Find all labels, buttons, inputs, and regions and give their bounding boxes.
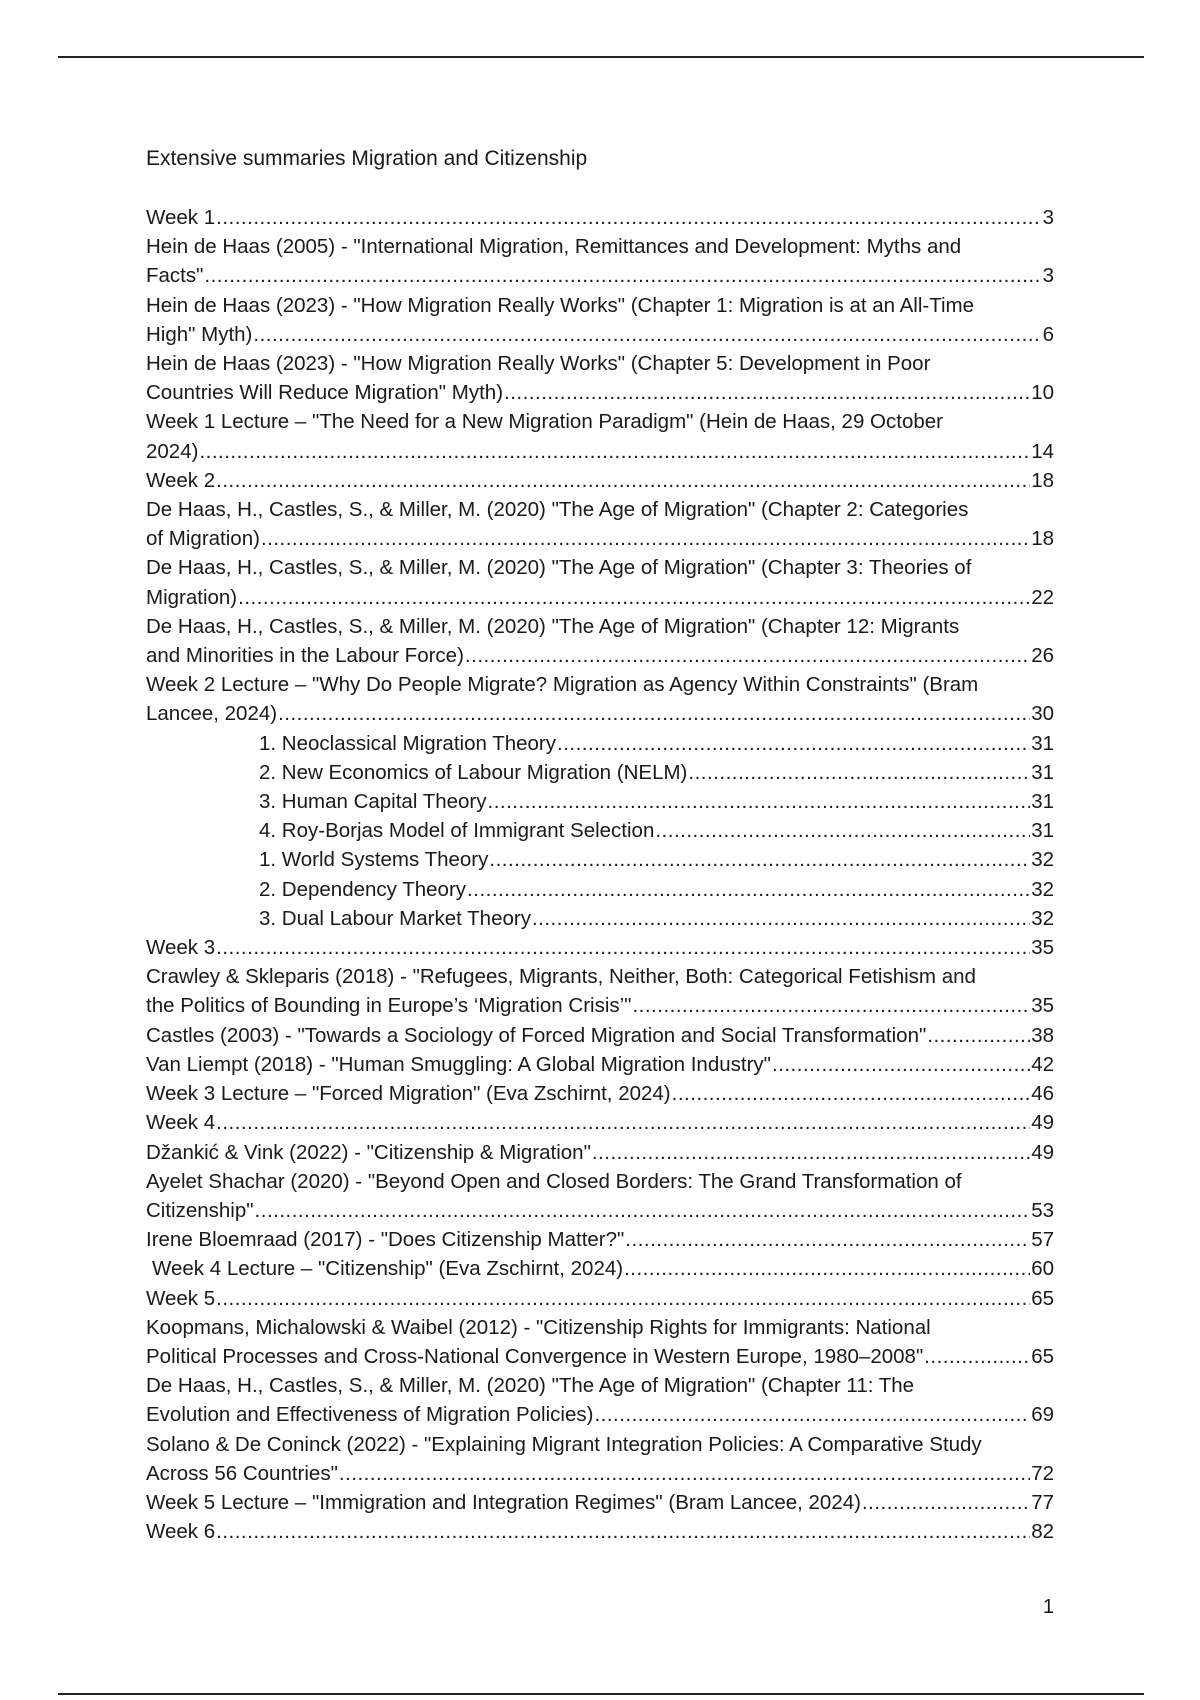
dot-leader — [278, 699, 1030, 728]
dot-leader — [532, 904, 1030, 933]
page-number: 1 — [1042, 1596, 1054, 1618]
dot-leader — [672, 1079, 1031, 1108]
toc-page-number: 3 — [1042, 206, 1054, 229]
toc-entry[interactable] — [146, 670, 1054, 728]
toc-entry[interactable] — [146, 407, 1054, 465]
dot-leader — [255, 1196, 1031, 1225]
toc-entry-text: Džankić & Vink (2022) - "Citizenship & Migration" — [146, 1140, 591, 1164]
toc-subentry[interactable] — [146, 904, 1054, 933]
toc-page-number: 3 — [1042, 264, 1054, 288]
toc-page-number: 32 — [1031, 848, 1054, 872]
dot-leader — [339, 1459, 1030, 1488]
toc-entry-text: Week 2 — [146, 468, 216, 492]
toc-entry-text-line1: Hein de Haas (2005) - "International Migration, Remittances and Development: Myths and — [146, 235, 962, 259]
toc-entry-text: Week 5 — [146, 1286, 216, 1310]
toc-page-number: 46 — [1031, 1082, 1054, 1106]
toc-entry-text: of Migration) — [146, 527, 260, 551]
toc-entry-text: Countries Will Reduce Migration" Myth) — [146, 381, 504, 405]
toc-entry[interactable] — [146, 553, 1054, 611]
dot-leader — [632, 991, 1030, 1020]
toc-entry-text-line1: Solano & De Coninck (2022) - "Explaining Migrant Integration Policies: A Comparative Study — [146, 1432, 982, 1456]
toc-entry-text: Van Liempt (2018) - "Human Smuggling: A Global Migration Industry" — [146, 1052, 771, 1076]
toc-entry-text: 3. Dual Labour Market Theory — [259, 906, 531, 930]
toc-entry-text: 2024) — [146, 439, 199, 463]
toc-entry[interactable] — [146, 1079, 1054, 1108]
toc-page-number: 42 — [1031, 1052, 1054, 1076]
toc-entry-text: Lancee, 2024) — [146, 702, 278, 726]
toc-page-number: 69 — [1031, 1403, 1054, 1427]
toc-entry[interactable] — [146, 1254, 1054, 1283]
toc-entry-text-line1: Hein de Haas (2023) - "How Migration Really Works" (Chapter 1: Migration is at an All-Time — [146, 293, 975, 317]
toc-entry-text: Week 5 Lecture – "Immigration and Integration Regimes" (Bram Lancee, 2024) — [146, 1490, 861, 1514]
dot-leader — [488, 787, 1031, 816]
toc-entry-week-1[interactable] — [146, 203, 1054, 232]
toc-entry-text: the Politics of Bounding in Europe’s ‘Migration Crisis’" — [146, 994, 632, 1018]
bottom-rule — [58, 1693, 1144, 1695]
toc-entry-text-line1: Ayelet Shachar (2020) - "Beyond Open and Closed Borders: The Grand Transformation of — [146, 1169, 962, 1193]
toc-page-number: 32 — [1031, 906, 1054, 930]
dot-leader — [624, 1254, 1030, 1283]
toc-entry-text-line1: Hein de Haas (2023) - "How Migration Really Works" (Chapter 5: Development in Poor — [146, 352, 931, 376]
toc-entry-text: and Minorities in the Labour Force) — [146, 644, 464, 668]
dot-leader — [216, 1517, 1030, 1546]
toc-entry[interactable] — [146, 1488, 1054, 1517]
toc-entry-text-line1: De Haas, H., Castles, S., & Miller, M. (2020) "The Age of Migration" (Chapter 3: Theories of — [146, 556, 972, 580]
toc-entry-week-6[interactable] — [146, 1517, 1054, 1546]
toc-entry-text: Week 3 — [146, 936, 216, 960]
toc-entry[interactable] — [146, 1225, 1054, 1254]
toc-entry-text: 1. Neoclassical Migration Theory — [259, 731, 556, 755]
dot-leader — [688, 758, 1030, 787]
dot-leader — [199, 437, 1030, 466]
dot-leader — [204, 261, 1041, 290]
toc-entry-text: Week 3 Lecture – "Forced Migration" (Eva Zschirnt, 2024) — [146, 1082, 671, 1106]
dot-leader — [772, 1050, 1030, 1079]
toc-page-number: 26 — [1031, 644, 1054, 668]
toc-entry-text: Political Processes and Cross-National Convergence in Western Europe, 1980–2008" — [146, 1344, 924, 1368]
dot-leader — [594, 1400, 1030, 1429]
toc-page-number: 65 — [1031, 1344, 1054, 1368]
toc-subentry[interactable] — [146, 787, 1054, 816]
toc-page-number: 14 — [1031, 439, 1054, 463]
toc-entry-text-line1: De Haas, H., Castles, S., & Miller, M. (2020) "The Age of Migration" (Chapter 11: The — [146, 1374, 915, 1398]
toc-page-number: 53 — [1031, 1198, 1054, 1222]
dot-leader — [216, 203, 1041, 232]
toc-entry-text: 2. Dependency Theory — [259, 877, 467, 901]
toc-page-number: 35 — [1031, 994, 1054, 1018]
dot-leader — [862, 1488, 1030, 1517]
top-rule — [58, 56, 1144, 58]
dot-leader — [489, 845, 1030, 874]
toc-page-number: 72 — [1031, 1461, 1054, 1485]
dot-leader — [465, 641, 1030, 670]
toc-entry-text: Week 4 — [146, 1111, 216, 1135]
dot-leader — [216, 466, 1030, 495]
dot-leader — [924, 1342, 1030, 1371]
toc-entry-text: 2. New Economics of Labour Migration (NELM) — [259, 760, 688, 784]
toc-entry-text: Week 4 Lecture – "Citizenship" (Eva Zschirnt, 2024) — [152, 1257, 624, 1281]
toc-page-number: 60 — [1031, 1257, 1054, 1281]
toc-page-number: 18 — [1031, 468, 1054, 492]
toc-entry-text-line1: Koopmans, Michalowski & Waibel (2012) - "Citizenship Rights for Immigrants: National — [146, 1315, 931, 1339]
toc-page-number: 31 — [1031, 731, 1054, 755]
toc-page-number: 65 — [1031, 1286, 1054, 1310]
toc-entry-week-4[interactable] — [146, 1108, 1054, 1137]
toc-entry-text: Evolution and Effectiveness of Migration Policies) — [146, 1403, 594, 1427]
toc-entry-week-2[interactable] — [146, 466, 1054, 495]
toc-page-number: 10 — [1031, 381, 1054, 405]
dot-leader — [238, 583, 1030, 612]
toc-entry-text: High" Myth) — [146, 322, 253, 346]
toc-page-number: 31 — [1031, 760, 1054, 784]
toc-entry-text-line1: Crawley & Skleparis (2018) - "Refugees, Migrants, Neither, Both: Categorical Fetishism and — [146, 965, 976, 989]
toc-entry[interactable] — [146, 232, 1054, 290]
document-title: Extensive summaries Migration and Citizenship — [146, 147, 588, 170]
dot-leader — [261, 524, 1030, 553]
toc-entry-text: Migration) — [146, 585, 238, 609]
toc-page-number: 38 — [1031, 1023, 1054, 1047]
dot-leader — [216, 1108, 1030, 1137]
toc-entry[interactable] — [146, 1021, 1054, 1050]
dot-leader — [216, 933, 1030, 962]
toc-entry-text: 4. Roy-Borjas Model of Immigrant Selection — [259, 819, 655, 843]
toc-entry[interactable] — [146, 1167, 1054, 1225]
dot-leader — [557, 729, 1030, 758]
dot-leader — [625, 1225, 1030, 1254]
toc-page-number: 32 — [1031, 877, 1054, 901]
toc-page-number: 49 — [1031, 1111, 1054, 1135]
toc-entry-text: Citizenship" — [146, 1198, 254, 1222]
toc-page-number: 82 — [1031, 1520, 1054, 1544]
toc-entry-text: Week 6 — [146, 1520, 216, 1544]
toc-page-number: 22 — [1031, 585, 1054, 609]
dot-leader — [253, 320, 1041, 349]
toc-entry-week-5[interactable] — [146, 1284, 1054, 1313]
toc-entry[interactable] — [146, 612, 1054, 670]
dot-leader — [467, 875, 1030, 904]
toc-subentry[interactable] — [146, 758, 1054, 787]
table-of-contents — [146, 203, 1054, 1546]
toc-entry[interactable] — [146, 1430, 1054, 1488]
dot-leader — [504, 378, 1030, 407]
dot-leader — [927, 1021, 1030, 1050]
toc-entry-text: Irene Bloemraad (2017) - "Does Citizenship Matter?" — [146, 1228, 625, 1252]
toc-subentry[interactable] — [146, 816, 1054, 845]
toc-entry-text-line1: De Haas, H., Castles, S., & Miller, M. (2020) "The Age of Migration" (Chapter 12: Migrants — [146, 614, 960, 638]
toc-entry-text-line1: Week 1 Lecture – "The Need for a New Migration Paradigm" (Hein de Haas, 29 October — [146, 410, 943, 434]
toc-entry-text: 1. World Systems Theory — [259, 848, 489, 872]
toc-entry-text: Facts" — [146, 264, 204, 288]
toc-entry-text: 3. Human Capital Theory — [259, 790, 487, 814]
toc-entry-text-line1: De Haas, H., Castles, S., & Miller, M. (2020) "The Age of Migration" (Chapter 2: Categories — [146, 498, 969, 522]
toc-entry-text-line1: Week 2 Lecture – "Why Do People Migrate? Migration as Agency Within Constraints" (Bram — [146, 673, 979, 697]
dot-leader — [216, 1284, 1030, 1313]
toc-entry-week-3[interactable] — [146, 933, 1054, 962]
toc-page-number: 35 — [1031, 936, 1054, 960]
toc-subentry[interactable] — [146, 875, 1054, 904]
dot-leader — [655, 816, 1030, 845]
toc-page-number: 6 — [1042, 322, 1054, 346]
toc-entry-text: Castles (2003) - "Towards a Sociology of Forced Migration and Social Transformation" — [146, 1023, 927, 1047]
toc-page-number: 30 — [1031, 702, 1054, 726]
toc-subentry[interactable] — [146, 729, 1054, 758]
toc-subentry[interactable] — [146, 845, 1054, 874]
toc-entry[interactable] — [146, 495, 1054, 553]
toc-entry[interactable] — [146, 1050, 1054, 1079]
toc-entry[interactable] — [146, 1138, 1054, 1167]
toc-page-number: 57 — [1031, 1228, 1054, 1252]
toc-page-number: 77 — [1031, 1490, 1054, 1514]
toc-page-number: 31 — [1031, 819, 1054, 843]
toc-page-number: 49 — [1031, 1140, 1054, 1164]
toc-entry[interactable] — [146, 349, 1054, 407]
toc-entry[interactable] — [146, 291, 1054, 349]
toc-entry[interactable] — [146, 1371, 1054, 1429]
toc-entry-text: Week 1 — [146, 206, 216, 229]
toc-entry[interactable] — [146, 1313, 1054, 1371]
toc-page-number: 18 — [1031, 527, 1054, 551]
dot-leader — [592, 1138, 1030, 1167]
toc-entry[interactable] — [146, 962, 1054, 1020]
toc-entry-text: Across 56 Countries" — [146, 1461, 338, 1485]
toc-page-number: 31 — [1031, 790, 1054, 814]
